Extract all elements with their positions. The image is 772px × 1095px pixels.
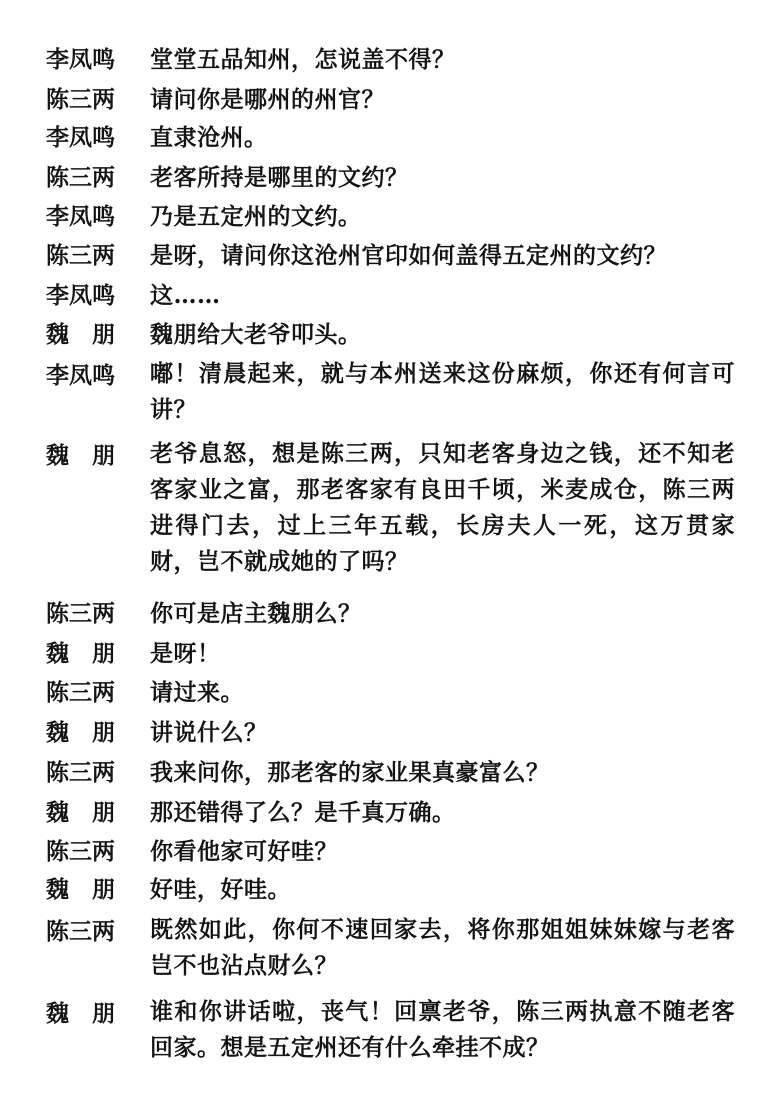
speaker-name: 陈三两 xyxy=(46,838,115,865)
speaker-name: 魏 朋 xyxy=(46,442,115,469)
speech-text: 嘟！清晨起来，就与本州送来这份麻烦，你还有何言可讲？ xyxy=(150,360,735,423)
speech-text: 老爷息怒，想是陈三两，只知老客身边之钱，还不知老客家业之富，那老客家有良田千顷，米麦成仓，陈三两进得门去，过上三年五载，长房夫人一死，这万贯家财，岂不就成她的了吗？ xyxy=(150,440,735,575)
speaker-name: 李凤鸣 xyxy=(46,46,115,73)
speech-text: 魏朋给大老爷叩头。 xyxy=(150,321,362,348)
speech-text: 你可是店主魏朋么？ xyxy=(150,600,362,627)
speech-text: 好哇，好哇。 xyxy=(150,876,291,903)
speaker-name: 陈三两 xyxy=(46,242,115,269)
speaker-name: 陈三两 xyxy=(46,918,115,945)
speaker-name: 陈三两 xyxy=(46,759,115,786)
speaker-name: 陈三两 xyxy=(46,679,115,706)
speaker-name: 李凤鸣 xyxy=(46,282,115,309)
speech-text: 讲说什么？ xyxy=(150,719,268,746)
speaker-name: 魏 朋 xyxy=(46,799,115,826)
speaker-name: 魏 朋 xyxy=(46,640,115,667)
speech-text: 既然如此，你何不速回家去，将你那姐姐妹妹嫁与老客岂不也沾点财么？ xyxy=(150,916,735,979)
speaker-name: 魏 朋 xyxy=(46,719,115,746)
speech-text: 这…… xyxy=(150,282,221,309)
speaker-name: 李凤鸣 xyxy=(46,203,115,230)
speaker-name: 魏 朋 xyxy=(46,876,115,903)
speech-text: 是呀！ xyxy=(150,640,221,667)
speech-text: 我来问你，那老客的家业果真豪富么？ xyxy=(150,759,550,786)
speaker-name: 李凤鸣 xyxy=(46,124,115,151)
speech-text: 请问你是哪州的州官？ xyxy=(150,86,385,113)
speaker-name: 陈三两 xyxy=(46,86,115,113)
speech-text: 那还错得了么？是千真万确。 xyxy=(150,799,456,826)
speech-text: 乃是五定州的文约。 xyxy=(150,203,362,230)
speech-text: 谁和你讲话啦，丧气！回禀老爷，陈三两执意不随老客回家。想是五定州还有什么牵挂不成？ xyxy=(150,998,735,1061)
speaker-name: 陈三两 xyxy=(46,164,115,191)
speech-text: 老客所持是哪里的文约？ xyxy=(150,164,409,191)
speaker-name: 陈三两 xyxy=(46,600,115,627)
speech-text: 是呀，请问你这沧州官印如何盖得五定州的文约？ xyxy=(150,242,667,269)
speech-text: 堂堂五品知州，怎说盖不得？ xyxy=(150,46,456,73)
speech-text: 直隶沧州。 xyxy=(150,124,268,151)
speaker-name: 魏 朋 xyxy=(46,1000,115,1027)
speaker-name: 李凤鸣 xyxy=(46,362,115,389)
speech-text: 你看他家可好哇？ xyxy=(150,838,338,865)
speech-text: 请过来。 xyxy=(150,679,244,706)
speaker-name: 魏 朋 xyxy=(46,321,115,348)
